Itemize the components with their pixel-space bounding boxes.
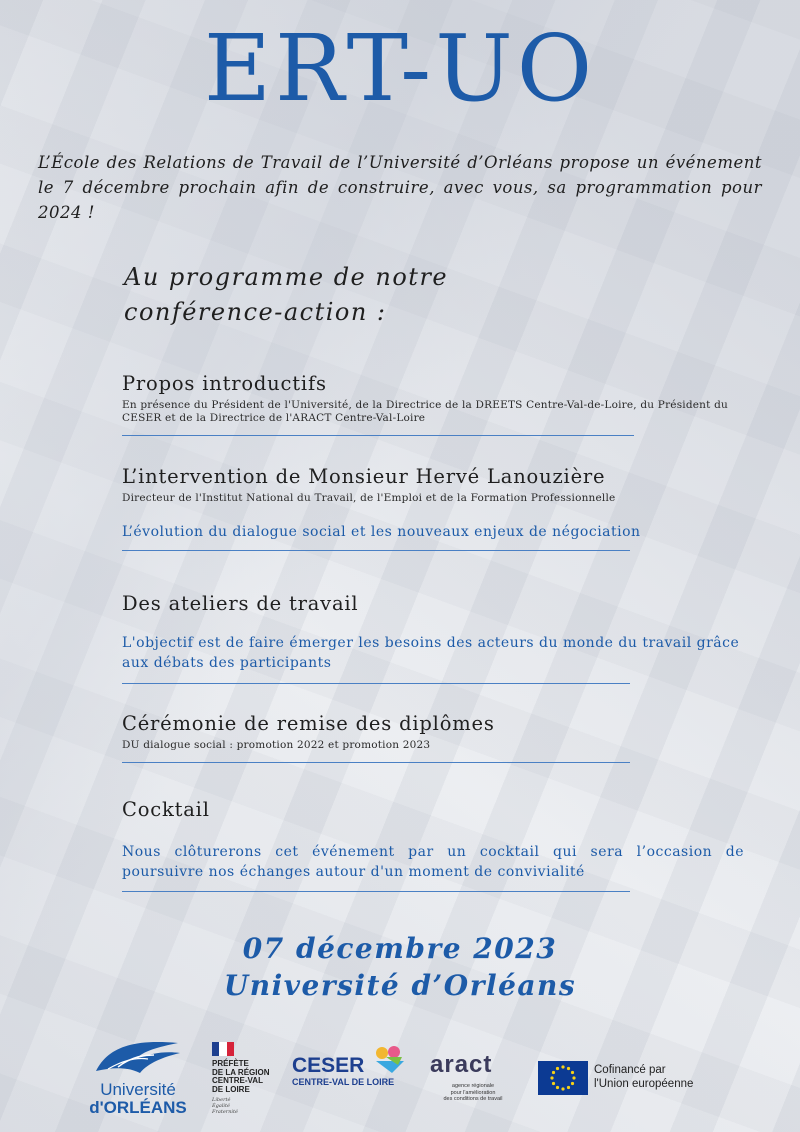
section-highlight: L’évolution du dialogue social et les nouveaux enjeux de négociation bbox=[122, 524, 641, 540]
section-intervention bbox=[122, 465, 744, 542]
section-subtitle: DU dialogue social : promotion 2022 et promotion 2023 bbox=[122, 739, 431, 751]
section-divider bbox=[122, 891, 630, 892]
section-divider bbox=[122, 683, 630, 684]
section-propos-introductifs bbox=[122, 372, 744, 425]
prefete-line: DE LA RÉGION bbox=[212, 1067, 270, 1077]
aract-logo bbox=[430, 1053, 516, 1113]
program-heading bbox=[124, 260, 544, 330]
section-subtitle: Directeur de l'Institut National du Travail, de l'Emploi et de la Formation Professionnelle bbox=[122, 492, 616, 504]
prefete-line: PRÉFÈTE bbox=[212, 1059, 249, 1068]
ceser-people-icon bbox=[372, 1045, 408, 1075]
section-title: L’intervention de Monsieur Hervé Lanouzière bbox=[122, 465, 606, 488]
section-divider bbox=[122, 435, 634, 436]
intro-paragraph: L’École des Relations de Travail de l’Université d’Orléans propose un événement le 7 décembre prochain afin de construire, avec vous, sa programmation pour 2024 ! bbox=[38, 153, 762, 222]
section-title: Cérémonie de remise des diplômes bbox=[122, 712, 495, 735]
section-highlight: Nous clôturerons cet événement par un cocktail qui sera l’occasion de poursuivre nos échanges autour d'un moment de convivialité bbox=[122, 844, 744, 880]
page-title: ERT-UO bbox=[203, 15, 597, 122]
program-heading-line2: conférence-action : bbox=[124, 298, 387, 326]
universite-line1: Université bbox=[100, 1080, 176, 1099]
section-ateliers bbox=[122, 592, 744, 673]
section-subtitle: En présence du Président de l'Université, de la Directrice de la DREETS Centre-Val-de-Loire, du Président du CESER et de la Directrice de l'ARACT Centre-Val-Loire bbox=[122, 399, 728, 424]
universite-orleans-emblem-icon bbox=[88, 1037, 188, 1077]
prefete-motto: Fraternité bbox=[212, 1109, 238, 1115]
prefete-motto: Égalité bbox=[212, 1103, 230, 1109]
section-divider bbox=[122, 550, 630, 551]
eu-line2: l'Union européenne bbox=[594, 1078, 694, 1090]
partner-logos bbox=[0, 1035, 800, 1120]
prefete-line: CENTRE-VAL bbox=[212, 1076, 263, 1085]
event-location: Université d’Orléans bbox=[223, 969, 577, 1002]
eu-flag-icon bbox=[538, 1061, 588, 1095]
ceser-logo bbox=[292, 1055, 414, 1105]
section-highlight: L'objectif est de faire émerger les besoins des acteurs du monde du travail grâce aux débats des participants bbox=[122, 635, 740, 671]
section-ceremonie bbox=[122, 712, 744, 752]
marianne-flag-icon bbox=[212, 1042, 234, 1056]
aract-name: aract bbox=[430, 1051, 493, 1078]
section-title: Des ateliers de travail bbox=[122, 592, 359, 615]
aract-subtitle: pour l'amélioration bbox=[450, 1089, 496, 1096]
prefete-region-logo bbox=[212, 1041, 282, 1121]
section-cocktail bbox=[122, 798, 744, 882]
event-date-block bbox=[0, 930, 800, 1004]
ceser-name: CESER bbox=[292, 1054, 365, 1077]
prefete-motto: Liberté bbox=[212, 1097, 231, 1103]
universite-line2: d'ORLÉANS bbox=[89, 1098, 187, 1117]
ceser-subtitle: CENTRE-VAL DE LOIRE bbox=[292, 1077, 395, 1087]
eu-line1: Cofinancé par bbox=[594, 1064, 666, 1076]
aract-subtitle: agence régionale bbox=[451, 1083, 495, 1089]
section-title: Cocktail bbox=[122, 798, 210, 821]
aract-subtitle: des conditions de travail bbox=[443, 1096, 503, 1102]
program-heading-line1: Au programme de notre bbox=[124, 263, 449, 291]
prefete-line: DE LOIRE bbox=[212, 1084, 250, 1094]
eu-cofinancing-logo bbox=[538, 1061, 708, 1097]
section-title: Propos introductifs bbox=[122, 372, 327, 395]
event-date: 07 décembre 2023 bbox=[242, 932, 558, 965]
universite-orleans-logo bbox=[88, 1037, 188, 1119]
section-divider bbox=[122, 762, 630, 763]
